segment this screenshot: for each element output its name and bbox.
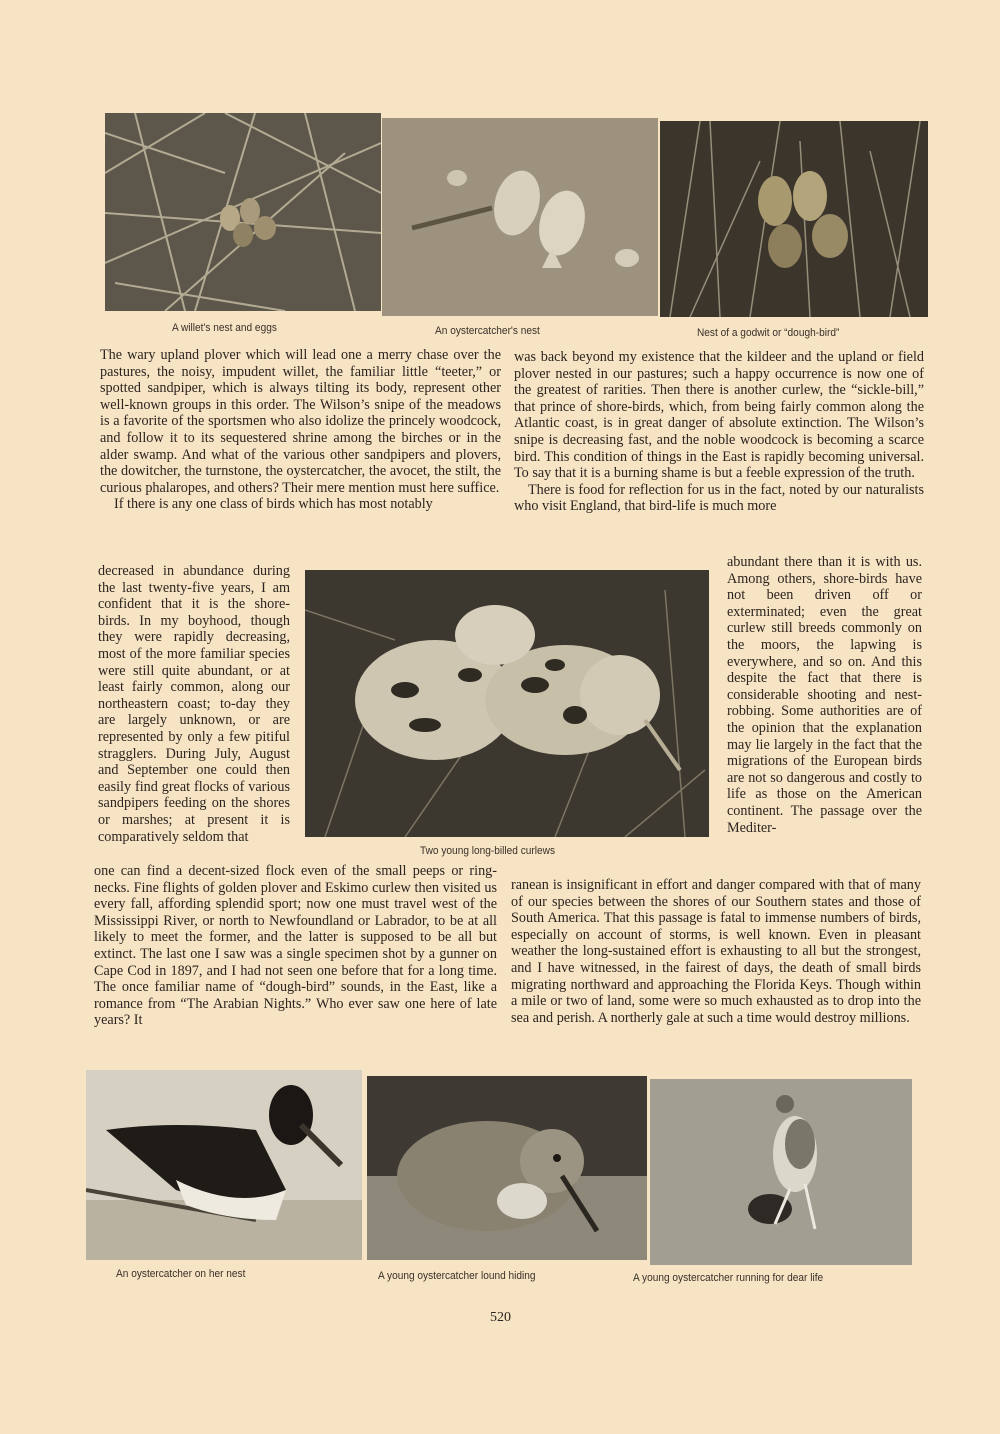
right-column-narrow [727, 554, 922, 836]
photo-willet-nest [105, 113, 381, 311]
young-oystercatcher-running-image [650, 1079, 912, 1265]
young-oystercatcher-hiding-image [367, 1076, 647, 1260]
caption-godwit-nest: Nest of a godwit or “dough-bird” [697, 327, 840, 339]
paragraph: abundant there than it is with us. Among others, shore-birds have not been driven off or exterminated; even the great curlew still breeds commonly on the moors, the lapwing is everywhere, and so on. And this despite the fact that there is considerable shooting and nest-robbing. Some authorities are of the opinion that the explanation may lie largely in the fact that the migrations of the European birds are not so dangerous and costly to life as those on the American continent. The passage over the Mediter- [727, 554, 922, 836]
paragraph: There is food for reflection for us in the fact, noted by our naturalists who visit England, that bird-life is much more [514, 481, 924, 515]
photo-oystercatcher-nest [382, 118, 658, 316]
willet-nest-image [105, 113, 381, 311]
paragraph: was back beyond my existence that the kildeer and the upland or field plover nested in our pastures; such a happy occurrence is now one of the greatest of rarities. Then there is another curlew, the “sickle-bill,” that prince of shore-birds, which, from being fairly common along the Atlantic coast, is in great danger of absolute extinction. The Wilson’s snipe is decreasing fast, and the noble woodcock is becoming a scarce bird. This condition of things in the East is rapidly becoming universal. To say that it is a burning shame is but a feeble expression of the truth. [514, 349, 924, 482]
caption-young-oystercatcher-hiding: A young oystercatcher lound hiding [378, 1270, 536, 1282]
godwit-nest-image [660, 121, 928, 317]
caption-oystercatcher-on-nest: An oystercatcher on her nest [116, 1268, 246, 1280]
page-number: 520 [490, 1310, 511, 1325]
photo-oystercatcher-on-nest [86, 1070, 362, 1260]
oystercatcher-on-nest-image [86, 1070, 362, 1260]
left-column-top [100, 347, 501, 513]
oystercatcher-nest-image [382, 118, 658, 316]
photo-young-oystercatcher-running [650, 1079, 912, 1265]
paragraph: If there is any one class of birds which has most notably [114, 496, 433, 513]
photo-young-oystercatcher-hiding [367, 1076, 647, 1260]
paragraph: one can find a decent-sized flock even of the small peeps or ring-necks. Fine flights of golden plover and Eskimo curlew then visited us every fall, affording splendid sport; now one must travel west of the Mississippi River, or north to Newfoundland or Labrador, to be at all likely to meet the former, and the latter is supposed to be all but extinct. The last one I saw was a single specimen shot by a gunner on Cape Cod in 1897, and I had not seen one before that for a long time. The once familiar name of “dough-bird” sounds, in the East, like a romance from “The Arabian Nights.” Who ever saw one here of late years? It [94, 863, 497, 1029]
paragraph: ranean is insignificant in effort and danger compared with that of many of our species between the shores of our Southern states and those of South America. That this passage is fatal to immense numbers of birds, especially on account of storms, is well known. Even in pleasant weather the long-sustained effort is exhausting to all but the strongest, and I have witnessed, in the fairest of days, the death of small birds migrating northward and approaching the Florida Keys. Though within a mile or two of land, some were so much exhausted as to drop into the sea and perish. A northerly gale at such a time would destroy millions. [511, 877, 921, 1026]
caption-young-oystercatcher-running: A young oystercatcher running for dear life [633, 1272, 824, 1284]
photo-curlews [305, 570, 709, 837]
caption-curlews: Two young long-billed curlews [420, 845, 556, 857]
caption-willet-nest: A willet's nest and eggs [172, 322, 277, 334]
left-column-bottom [94, 863, 497, 1029]
left-column-narrow [98, 563, 290, 845]
right-column-bottom [511, 877, 921, 1026]
photo-godwit-nest [660, 121, 928, 317]
curlews-image [305, 570, 709, 837]
caption-oystercatcher-nest: An oystercatcher's nest [435, 325, 540, 337]
paragraph: decreased in abundance during the last twenty-five years, I am confident that it is the shore-birds. In my boyhood, though they were rapidly decreasing, most of the more familiar species were still quite abundant, or at least fairly common, along our northeastern coast; to-day they are largely unknown, or are represented by only a few pitiful stragglers. During July, August and September one could then easily find great flocks of various sandpipers feeding on the shores or marshes; at present it is comparatively seldom that [98, 563, 290, 845]
paragraph: The wary upland plover which will lead one a merry chase over the pastures, the noisy, impudent willet, the familiar little “teeter,” or spotted sandpiper, which is always tilting its body, represent other well-known groups in this order. The Wilson’s snipe of the meadows is a favorite of the sportsmen who also idolize the princely woodcock, and follow it to its sequestered shrine among the birches or in the alder swamp. And what of the various other sandpipers and plovers, the dowitcher, the turnstone, the oystercatcher, the avocet, the stilt, the curious phalaropes, and others? Their mere mention must here suffice. [100, 347, 501, 496]
right-column-top [514, 349, 924, 515]
